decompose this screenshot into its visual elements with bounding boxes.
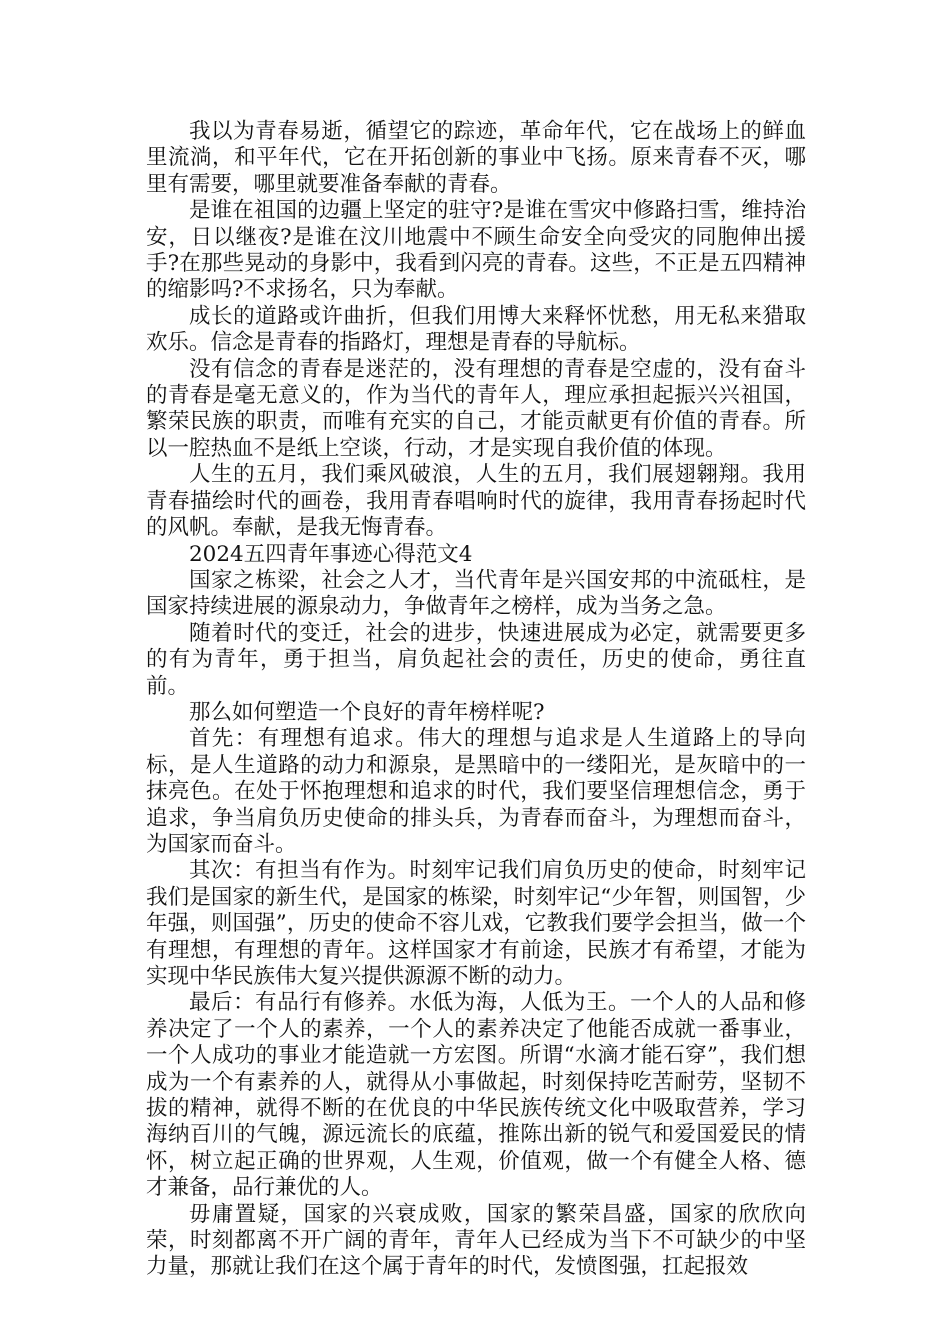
document-body [146, 119, 806, 1281]
paragraph: 首先：有理想有追求。伟大的理想与追求是人生道路上的导向标，是人生道路的动力和源泉，是黑暗中的一缕阳光，是灰暗中的一抹亮色。在处于怀抱理想和追求的时代，我们要坚信理想信念，勇于追求，争当肩负历史使命的排头兵，为青春而奋斗，为理想而奋斗，为国家而奋斗。 [146, 726, 806, 857]
paragraph: 那么如何塑造一个良好的青年榜样呢? [189, 699, 545, 725]
paragraph: 国家之栋梁，社会之人才，当代青年是兴国安邦的中流砥柱，是国家持续进展的源泉动力，争做青年之榜样，成为当务之急。 [146, 567, 806, 620]
paragraph: 人生的五月，我们乘风破浪，人生的五月，我们展翅翱翔。我用青春描绘时代的画卷，我用青春唱响时代的旋律，我用青春扬起时代的风帆。奉献，是我无悔青春。 [146, 462, 806, 541]
paragraph: 是谁在祖国的边疆上坚定的驻守?是谁在雪灾中修路扫雪，维持治安，日以继夜?是谁在汶川地震中不顾生命安全向受灾的同胞伸出援手?在那些晃动的身影中，我看到闪亮的青春。这些，不正是五四精神的缩影吗?不求扬名，只为奉献。 [146, 198, 806, 303]
paragraph: 没有信念的青春是迷茫的，没有理想的青春是空虚的，没有奋斗的青春是毫无意义的，作为当代的青年人，理应承担起振兴兴祖国，繁荣民族的职责，而唯有充实的自己，才能贡献更有价值的青春。所以一腔热血不是纸上空谈，行动，才是实现自我价值的体现。 [146, 356, 806, 461]
paragraph: 最后：有品行有修养。水低为海，人低为王。一个人的人品和修养决定了一个人的素养，一个人的素养决定了他能否成就一番事业，一个人成功的事业才能造就一方宏图。所谓“水滴才能石穿”，我们想成为一个有素养的人，就得从小事做起，时刻保持吃苦耐劳，坚韧不拔的精神，就得不断的在优良的中华民族传统文化中吸取营养，学习海纳百川的气魄，源远流长的底蕴，推陈出新的锐气和爱国爱民的情怀，树立起正确的世界观，人生观，价值观，做一个有健全人格、德才兼备，品行兼优的人。 [146, 990, 806, 1201]
paragraph: 成长的道路或许曲折，但我们用博大来释怀忧愁，用无私来猎取欢乐。信念是青春的指路灯，理想是青春的导航标。 [146, 303, 806, 356]
section-heading: 2024五四青年事迹心得范文4 [189, 541, 473, 567]
paragraph: 随着时代的变迁，社会的进步，快速进展成为必定，就需要更多的有为青年，勇于担当，肩负起社会的责任，历史的使命，勇往直前。 [146, 620, 806, 699]
paragraph: 其次：有担当有作为。时刻牢记我们肩负历史的使命，时刻牢记我们是国家的新生代，是国家的栋梁，时刻牢记“少年智，则国智，少年强，则国强”，历史的使命不容儿戏，它教我们要学会担当，做一个有理想，有理想的青年。这样国家才有前途，民族才有希望，才能为实现中华民族伟大复兴提供源源不断的动力。 [146, 858, 806, 989]
paragraph: 我以为青春易逝，循望它的踪迹，革命年代，它在战场上的鲜血里流淌，和平年代，它在开拓创新的事业中飞扬。原来青春不灭，哪里有需要，哪里就要准备奉献的青春。 [146, 119, 806, 197]
paragraph: 毋庸置疑，国家的兴衰成败，国家的繁荣昌盛，国家的欣欣向荣，时刻都离不开广阔的青年，青年人已经成为当下不可缺少的中坚力量，那就让我们在这个属于青年的时代，发愤图强，扛起报效 [146, 1201, 806, 1280]
